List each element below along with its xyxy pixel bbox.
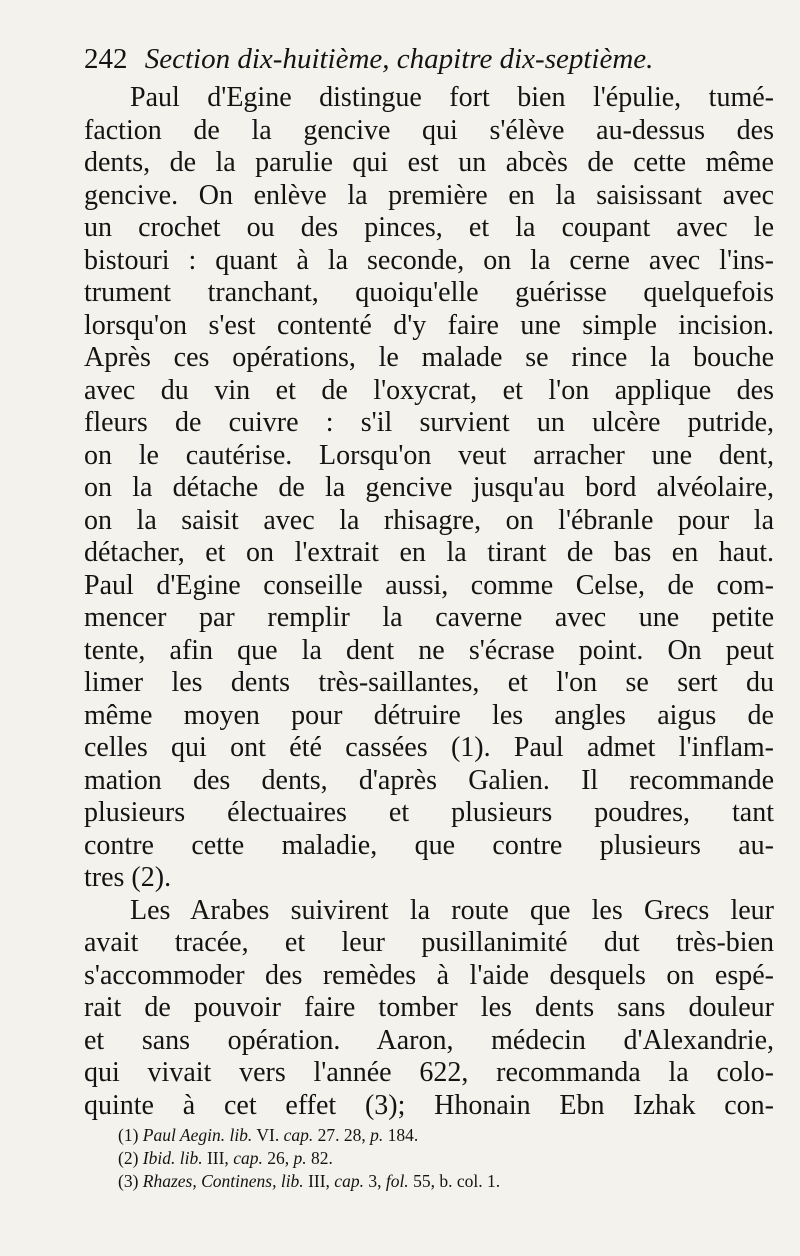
footnote-text3: 55, b. col. 1. — [408, 1171, 501, 1191]
text-line: Les Arabes suivirent la route que les Grecs leur — [130, 894, 774, 926]
footnote-text: VI. — [252, 1125, 284, 1145]
footnote-mark: (2) — [118, 1148, 143, 1168]
footnote-text2: 3, — [363, 1171, 386, 1191]
footnote-mark: (1) — [118, 1125, 143, 1145]
text-line: qui vivait vers l'année 622, recommanda la colo- — [84, 1057, 774, 1088]
text-line: celles qui ont été cassées (1). Paul admet l'inflam- — [84, 732, 774, 763]
text-line: Après ces opérations, le malade se rince la bouche — [84, 342, 774, 373]
footnote — [118, 1124, 758, 1147]
text-line: on le cautérise. Lorsqu'on veut arracher une dent, — [84, 439, 774, 471]
body-text — [84, 82, 774, 1122]
text-line: limer les dents très-saillantes, et l'on se sert du — [84, 667, 774, 698]
footnote-italic2: cap. — [233, 1148, 263, 1168]
text-line: un crochet ou des pinces, et la coupant avec le — [84, 212, 774, 243]
text-line: Paul d'Egine conseille aussi, comme Celse, de com- — [84, 569, 774, 601]
text-line: quinte à cet effet (3); Hhonain Ebn Izhak con- — [84, 1089, 774, 1121]
footnote-italic3: fol. — [385, 1171, 409, 1191]
text-line: on la détache de la gencive jusqu'au bord alvéolaire, — [84, 472, 774, 503]
text-line: trument tranchant, quoiqu'elle guérisse quelquefois — [84, 277, 774, 308]
footnote-italic: Ibid. lib. — [142, 1148, 203, 1168]
footnotes — [118, 1124, 758, 1193]
text-line: dents, de la parulie qui est un abcès de cette même — [84, 147, 774, 178]
text-line: et sans opération. Aaron, médecin d'Alexandrie, — [84, 1024, 774, 1056]
text-line: faction de la gencive qui s'élève au-dessus des — [84, 114, 774, 146]
footnote — [118, 1147, 758, 1170]
footnote-italic: Rhazes, Continens, lib. — [142, 1171, 304, 1191]
footnote-italic3: p. — [293, 1148, 307, 1168]
footnote-italic3: p. — [370, 1125, 384, 1145]
footnote-italic2: cap. — [334, 1171, 364, 1191]
text-line: mation des dents, d'après Galien. Il recommande — [84, 764, 774, 796]
footnote-text2: 27. 28, — [313, 1125, 371, 1145]
running-title: Section dix-huitième, chapitre dix-septième. — [144, 43, 654, 75]
footnote-text3: 82. — [306, 1148, 333, 1168]
text-line: avec du vin et de l'oxycrat, et l'on applique des — [84, 374, 774, 406]
footnote-italic2: cap. — [283, 1125, 314, 1145]
text-line: tres (2). — [84, 862, 172, 893]
text-line: fleurs de cuivre : s'il survient un ulcère putride, — [84, 407, 774, 438]
page-number: 242 — [84, 43, 128, 75]
text-line: contre cette maladie, que contre plusieurs au- — [84, 829, 774, 861]
text-line: gencive. On enlève la première en la saisissant avec — [84, 179, 774, 211]
text-line: même moyen pour détruire les angles aigus de — [84, 699, 774, 731]
footnote — [118, 1170, 758, 1193]
footnote-italic: Paul Aegin. lib. — [142, 1125, 253, 1145]
running-header — [84, 40, 774, 78]
text-line: mencer par remplir la caverne avec une petite — [84, 602, 774, 633]
footnote-mark: (3) — [118, 1171, 143, 1191]
footnote-text: III, — [303, 1171, 335, 1191]
text-line: on la saisit avec la rhisagre, on l'ébranle pour la — [84, 504, 774, 536]
footnote-text3: 184. — [383, 1125, 419, 1145]
text-line: avait tracée, et leur pusillanimité dut très-bien — [84, 927, 774, 958]
text-line: lorsqu'on s'est contenté d'y faire une simple incision. — [84, 309, 774, 341]
text-line: bistouri : quant à la seconde, on la cerne avec l'ins- — [84, 244, 774, 276]
text-line: détacher, et on l'extrait en la tirant de bas en haut. — [84, 537, 774, 568]
text-line: plusieurs électuaires et plusieurs poudres, tant — [84, 797, 774, 828]
footnote-text2: 26, — [262, 1148, 294, 1168]
text-line: rait de pouvoir faire tomber les dents sans douleur — [84, 992, 774, 1023]
text-line: tente, afin que la dent ne s'écrase point. On peut — [84, 634, 774, 666]
footnote-text: III, — [202, 1148, 234, 1168]
text-line: Paul d'Egine distingue fort bien l'épulie, tumé- — [130, 82, 774, 113]
text-line: s'accommoder des remèdes à l'aide desquels on espé- — [84, 959, 774, 991]
